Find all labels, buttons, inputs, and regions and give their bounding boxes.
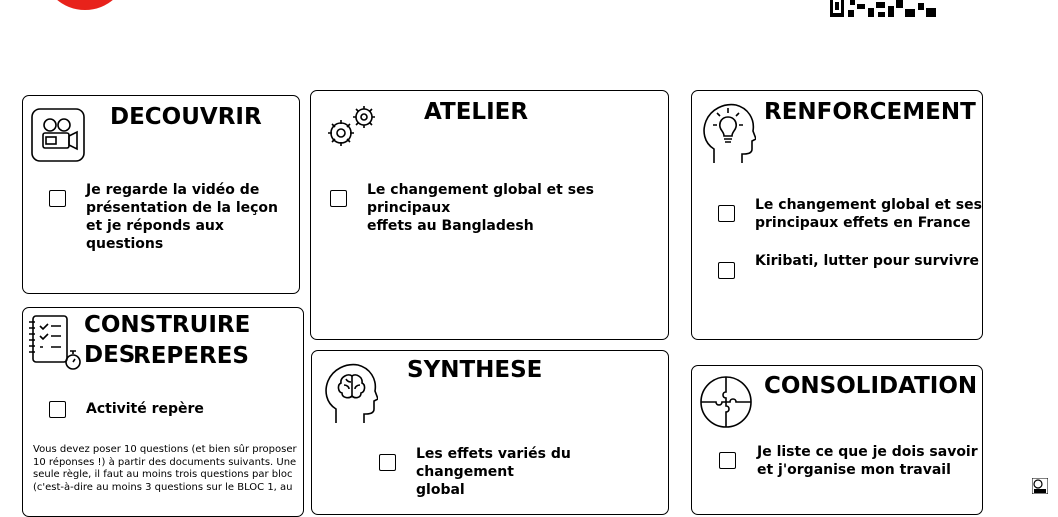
checkbox[interactable] xyxy=(49,190,66,207)
head-brain-icon xyxy=(322,361,378,429)
task-label: Le changement global et ses principaux effets en France xyxy=(755,197,982,231)
video-camera-icon xyxy=(31,108,85,166)
instructions-text: Vous devez poser 10 questions (et bien sûr proposer 10 réponses !) à partir des documents suivants. Une seule règle, il faut au moins trois questions par bloc (c'est-à-dire au moins 3 questions sur le BLOC 1, au xyxy=(33,444,297,493)
checkbox[interactable] xyxy=(49,401,66,418)
task-item[interactable] xyxy=(379,445,668,499)
task-item[interactable] xyxy=(719,443,978,479)
task-label: Je liste ce que je dois savoir et j'organise mon travail xyxy=(757,444,978,478)
card-synthese xyxy=(311,350,669,515)
card-title: ATELIER xyxy=(424,99,529,125)
card-title: DECOUVRIR xyxy=(110,104,262,130)
checkbox[interactable] xyxy=(379,454,396,471)
qr-code-icon xyxy=(830,0,938,17)
checkbox[interactable] xyxy=(718,262,735,279)
card-title: SYNTHESE xyxy=(407,357,543,383)
card-consolidation xyxy=(691,365,983,515)
puzzle-icon xyxy=(698,374,754,434)
head-lightbulb-icon xyxy=(700,101,756,169)
task-item[interactable] xyxy=(330,181,668,235)
task-item[interactable] xyxy=(49,181,299,253)
checkbox[interactable] xyxy=(330,190,347,207)
checkbox[interactable] xyxy=(719,452,736,469)
task-label: Je regarde la vidéo de présentation de la leçon et je réponds aux questions xyxy=(86,182,278,252)
card-construire xyxy=(22,307,304,517)
card-title: RENFORCEMENT xyxy=(764,99,976,125)
task-item[interactable] xyxy=(49,393,204,418)
task-label: Kiribati, lutter pour survivre xyxy=(755,253,979,269)
gears-icon xyxy=(323,103,381,155)
task-item[interactable] xyxy=(718,252,979,279)
task-item[interactable] xyxy=(718,196,982,232)
checklist-stopwatch-icon xyxy=(27,314,83,376)
logo xyxy=(40,0,130,12)
card-title: CONSOLIDATION xyxy=(764,373,978,399)
card-decouvrir xyxy=(22,95,300,294)
task-label: Activité repère xyxy=(86,401,204,417)
task-label: Le changement global et ses principaux effets au Bangladesh xyxy=(367,182,594,234)
checkbox[interactable] xyxy=(718,205,735,222)
card-renforcement xyxy=(691,90,983,340)
card-atelier xyxy=(310,90,669,340)
card-title-line1: CONSTRUIRE DES xyxy=(84,312,251,368)
task-label: Les effets variés du changement global xyxy=(416,446,571,498)
cc-license-icon xyxy=(1032,478,1048,494)
card-title-line2: REPERES xyxy=(133,343,249,369)
